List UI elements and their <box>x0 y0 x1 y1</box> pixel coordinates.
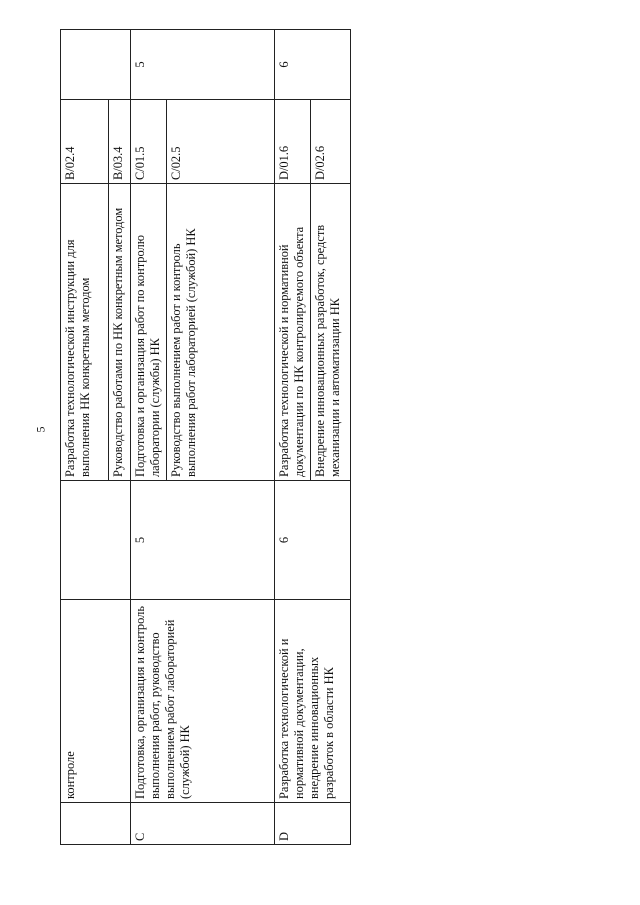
labor-function-name-cell: Разработка технологической инструкции для выполнения НК конкретным методом <box>61 184 109 481</box>
labor-function-code-cell: B/02.4 <box>61 100 109 184</box>
rotated-table-container <box>60 30 640 845</box>
qualification-level-cell: 5 <box>131 481 275 600</box>
generalized-function-code-cell: C <box>131 803 275 845</box>
generalized-function-name-cell: Разработка технологической и нормативной документации, внедрение инновационных разработок в области НК <box>275 600 351 803</box>
generalized-function-code-cell: D <box>275 803 351 845</box>
table-row <box>61 30 109 845</box>
labor-function-code-cell: D/02.6 <box>311 100 351 184</box>
qualification-level-cell: 6 <box>275 481 351 600</box>
labor-function-code-cell: C/02.5 <box>167 100 275 184</box>
labor-function-name-cell: Руководство работами по НК конкретным методом <box>109 184 131 481</box>
labor-function-name-cell: Внедрение инновационных разработок, средств механизации и автоматизации НК <box>311 184 351 481</box>
generalized-function-name-cell: контроле <box>61 600 131 803</box>
qualification-level-cell <box>61 481 131 600</box>
generalized-function-name-cell: Подготовка, организация и контроль выполнения работ, руководство выполнением работ лабораторией (службой) НК <box>131 600 275 803</box>
function-level-cell <box>61 30 131 100</box>
labor-function-name-cell: Подготовка и организация работ по контролю лаборатории (службы) НК <box>131 184 167 481</box>
table-row <box>275 30 311 845</box>
labor-function-code-cell: D/01.6 <box>275 100 311 184</box>
labor-function-name-cell: Разработка технологической и нормативной документации по НК контролируемого объекта <box>275 184 311 481</box>
function-level-cell: 6 <box>275 30 351 100</box>
labor-function-name-cell: Руководство выполнением работ и контроль выполнения работ лабораторией (службой) НК <box>167 184 275 481</box>
table-row <box>131 30 167 845</box>
labor-function-code-cell: C/01.5 <box>131 100 167 184</box>
page-number: 5 <box>33 426 48 433</box>
generalized-function-code-cell <box>61 803 131 845</box>
function-level-cell: 5 <box>131 30 275 100</box>
qualification-table <box>60 29 351 845</box>
labor-function-code-cell: B/03.4 <box>109 100 131 184</box>
